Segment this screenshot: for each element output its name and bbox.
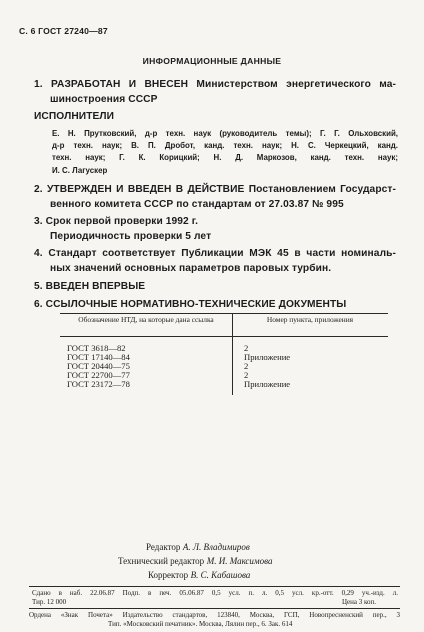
tech-editor-name: М. И. Максимова: [206, 556, 273, 566]
table-header-document: Обозначение НТД, на которые дана ссылка: [78, 315, 214, 324]
authors-line-1: Е. Н. Прутковский, д-р техн. наук (руководитель темы); Г. Г. Ольховский,: [52, 129, 398, 138]
authors-line-3: техн. наук; Г. К. Корицкий; Н. Д. Маркозов, канд. техн. наук;: [52, 153, 398, 162]
corrector-line: [148, 570, 250, 580]
imprint-price: Цена 3 коп.: [342, 598, 377, 606]
table-row-1-ref: 2: [244, 343, 249, 353]
executors-heading: ИСПОЛНИТЕЛИ: [34, 111, 115, 122]
tech-editor-role: Технический редактор: [118, 556, 205, 566]
corrector-name: В. С. Кабашова: [190, 570, 251, 580]
table-row-2-doc: ГОСТ 17140—84: [67, 352, 130, 362]
table-header-clause: Номер пункта, приложения: [266, 315, 354, 324]
corrector-role: Корректор: [148, 570, 189, 580]
imprint-bottom-rule: [29, 608, 400, 609]
page-title: ИНФОРМАЦИОННЫЕ ДАННЫЕ: [142, 56, 282, 66]
publisher-line-2: Тип. «Московский печатник». Москва, Лялин пер., 6. Зак. 614: [108, 620, 293, 628]
page-header: С. 6 ГОСТ 27240—87: [19, 26, 108, 36]
table-row-3-doc: ГОСТ 20440—75: [67, 361, 130, 371]
section-6-heading: 6. ССЫЛОЧНЫЕ НОРМАТИВНО-ТЕХНИЧЕСКИЕ ДОКУМЕНТЫ: [34, 299, 347, 310]
section-1-line-1: 1. РАЗРАБОТАН И ВНЕСЕН Министерством энергетического ма-: [34, 79, 396, 90]
section-4-line-2: ных значений основных параметров паровых турбин.: [50, 263, 332, 274]
table-row-5-doc: ГОСТ 23172—78: [67, 379, 130, 389]
editor-line: [146, 542, 250, 552]
table-row-2-ref: Приложение: [244, 352, 291, 362]
table-row-5-ref: Приложение: [244, 379, 291, 389]
section-3-line-2: Периодичность проверки 5 лет: [50, 231, 212, 242]
table-header-border: [60, 336, 388, 337]
table-row-3-ref: 2: [244, 361, 249, 371]
authors-line-4: И. С. Лагускер: [52, 166, 108, 175]
imprint-top-rule: [29, 586, 400, 587]
section-1-line-2: шиностроения СССР: [50, 94, 158, 105]
imprint-circulation: Тир. 12 000: [32, 598, 67, 606]
section-5: 5. ВВЕДЕН ВПЕРВЫЕ: [34, 281, 146, 292]
table-row-1-doc: ГОСТ 3618—82: [67, 343, 126, 353]
section-3-line-1: 3. Срок первой проверки 1992 г.: [34, 216, 198, 227]
tech-editor-line: [118, 556, 273, 566]
section-2-line-2: венного комитета СССР по стандартам от 27.03.87 № 995: [50, 199, 344, 210]
editor-name: А. Л. Владимиров: [182, 542, 250, 552]
section-4-line-1: 4. Стандарт соответствует Публикации МЭК 45 в части номиналь-: [34, 248, 396, 259]
table-row-4-ref: 2: [244, 370, 249, 380]
table-column-divider: [232, 313, 233, 395]
authors-line-2: д-р техн. наук; В. П. Дробот, канд. техн. наук; Н. С. Черкецкий, канд.: [52, 141, 398, 150]
table-top-border: [60, 313, 388, 314]
section-2-line-1: 2. УТВЕРЖДЕН И ВВЕДЕН В ДЕЙСТВИЕ Постановлением Государст-: [34, 184, 396, 195]
publisher-line-1: Ордена «Знак Почета» Издательство стандартов, 123840, Москва, ГСП, Новопресненский пер., 3: [29, 611, 400, 619]
editor-role: Редактор: [146, 542, 181, 552]
imprint-line-1: Сдано в наб. 22.06.87 Подп. в печ. 05.06.87 0,5 усл. п. л. 0,5 усл. кр.-отт. 0,29 уч.-изд. л.: [32, 589, 398, 597]
table-row-4-doc: ГОСТ 22700—77: [67, 370, 130, 380]
